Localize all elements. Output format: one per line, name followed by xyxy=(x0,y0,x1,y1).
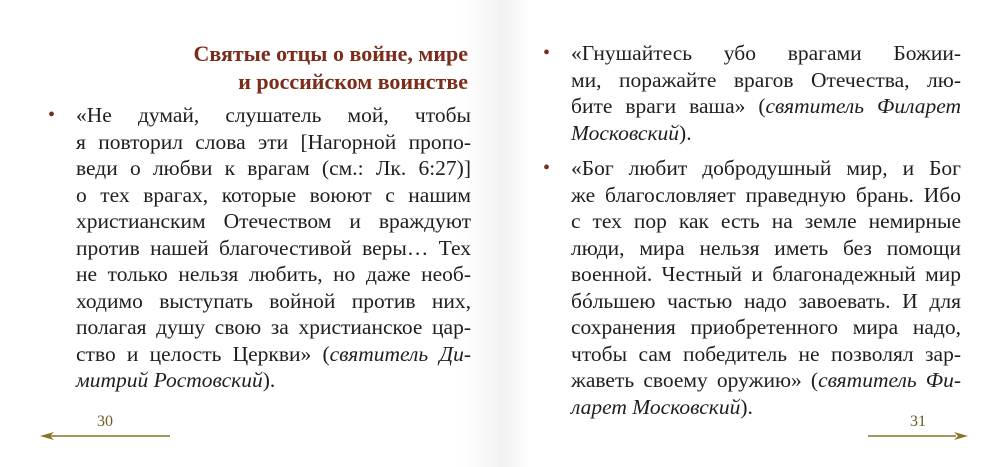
text-line: Московский). xyxy=(571,120,692,145)
quote-paragraph xyxy=(48,102,471,394)
page-number-right xyxy=(868,413,968,441)
text-line: о тех врагах, которые воюют с нашим xyxy=(76,182,471,207)
attribution: митрий Ростовский xyxy=(76,368,263,392)
attribution: святитель Ди- xyxy=(329,341,471,366)
text-line: бите враги ваша» (святитель Филарет xyxy=(571,94,961,118)
text-line: • «Бог любит добродушный мир, и Бог xyxy=(543,156,961,180)
bullet-icon: • xyxy=(543,157,551,179)
text-line: жаветь своему оружию» (святитель Фи- xyxy=(571,368,961,392)
bullet-icon: • xyxy=(48,104,56,126)
text-line: ларет Московский). xyxy=(571,394,753,419)
page-number: 31 xyxy=(910,413,926,430)
bullet-icon: • xyxy=(543,42,551,64)
quote-paragraph xyxy=(543,40,961,146)
text-line: митрий Ростовский). xyxy=(76,368,276,392)
text-line: бóльшею частью надо завоевать. И для xyxy=(571,288,961,313)
text-line: полагая душу свою за христианское цар- xyxy=(76,315,471,339)
heading-line-2: и российском воинстве xyxy=(238,69,468,94)
page-number-left xyxy=(40,413,170,441)
chapter-heading xyxy=(138,40,468,96)
text-line: чтобы сам победитель не позволял зар- xyxy=(571,341,961,366)
heading-line-1: Святые отцы о войне, мире xyxy=(193,41,468,66)
text-line: веди о любви к врагам (см.: Лк. 6:27)] xyxy=(76,156,471,180)
text-line: христианским Отечеством и враждуют xyxy=(76,209,471,233)
text-line: • «Гнушайтесь убо врагами Божии- xyxy=(543,41,961,65)
text-line: ми, поражайте врагов Отечества, лю- xyxy=(571,67,961,92)
attribution: Московский xyxy=(571,120,680,145)
text-line: я повторил слова эти [Нагорной пропо- xyxy=(76,129,471,154)
text-line: ство и целость Церкви» (святитель Ди- xyxy=(76,341,471,366)
folio-arrow-icon xyxy=(868,431,968,441)
text-line: против нашей благочестивой веры… Тех xyxy=(76,235,471,260)
folio-arrow-icon xyxy=(40,431,170,441)
text-line: военной. Честный и благонадежный мир xyxy=(571,262,961,286)
quote-paragraph xyxy=(543,155,961,420)
text-line: же благословляет праведную брань. Ибо xyxy=(571,182,961,207)
attribution: святитель Фи- xyxy=(818,368,961,392)
attribution: святитель Филарет xyxy=(765,94,961,118)
text-line: сохранения приобретенного мира надо, xyxy=(571,315,961,339)
page-number: 30 xyxy=(97,413,113,430)
attribution: ларет Московский xyxy=(571,394,741,419)
text-line: не только нельзя любить, но даже необ- xyxy=(76,262,471,286)
text-line: • «Не думай, слушатель мой, чтобы xyxy=(48,103,471,127)
text-line: люди, мира нельзя иметь без помощи xyxy=(571,235,961,260)
text-line: с тех пор как есть на земле немирные xyxy=(571,209,961,233)
text-line: ходимо выступать войной против них, xyxy=(76,288,471,313)
